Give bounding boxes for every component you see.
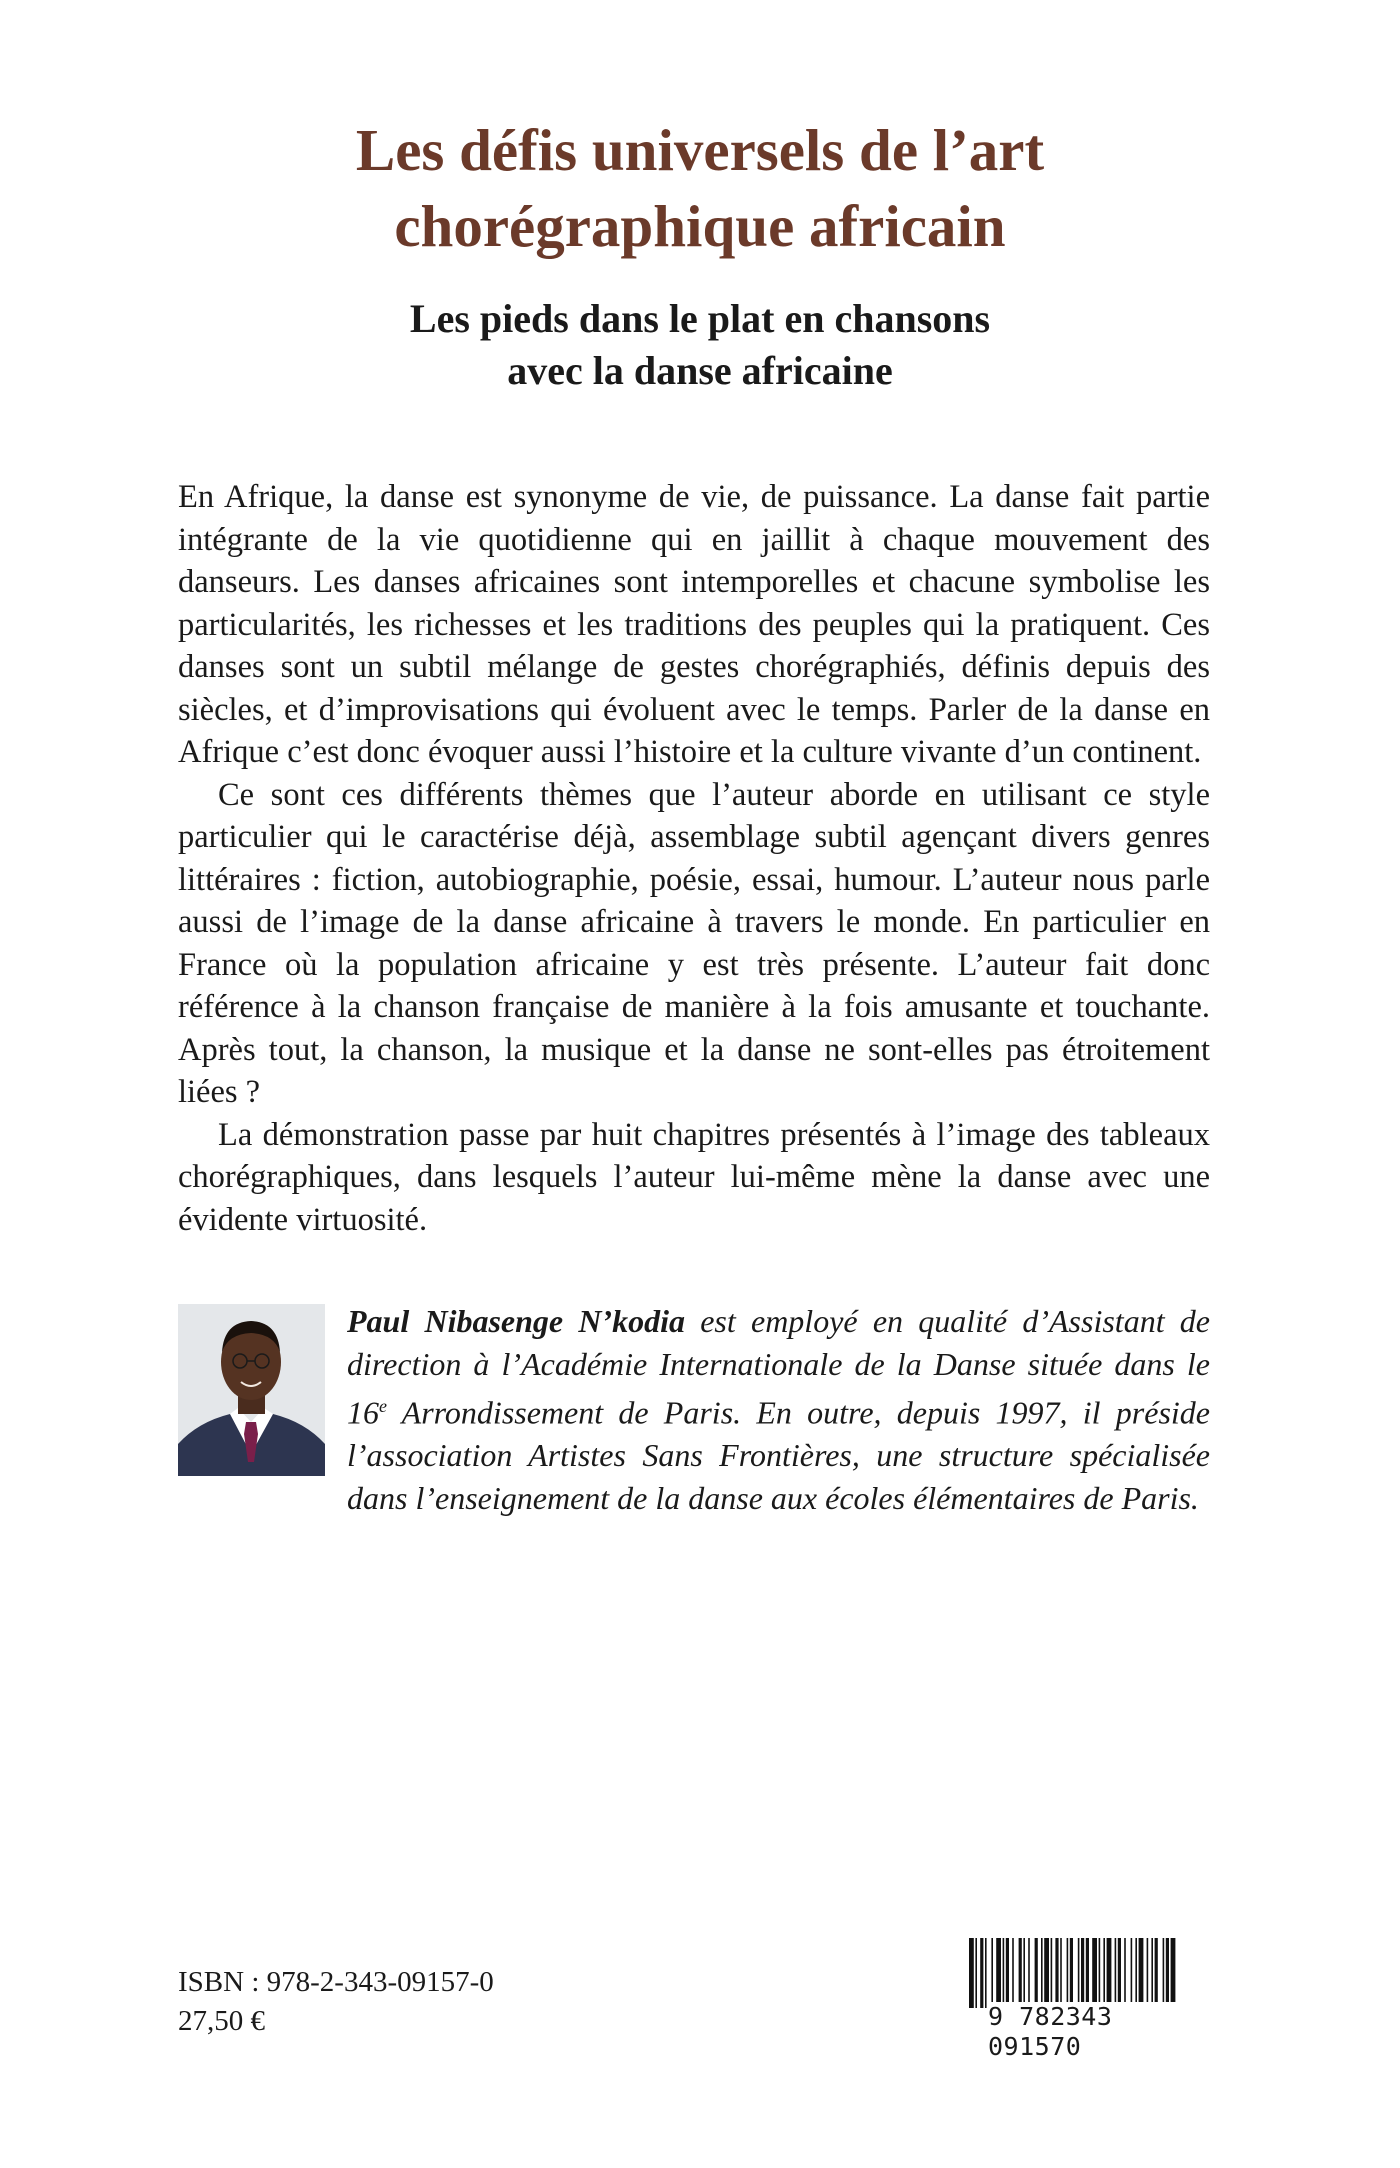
subtitle-line-1: Les pieds dans le plat en chansons	[409, 296, 991, 341]
barcode-bar	[1023, 1938, 1025, 2008]
barcode-bar	[1135, 1938, 1137, 2008]
barcode-bar	[1035, 1938, 1038, 2008]
barcode-bar	[975, 1938, 977, 2008]
barcode-bar	[1163, 1938, 1165, 2008]
barcode-bars	[967, 1938, 1225, 2008]
author-bio	[178, 1300, 1210, 1519]
barcode-bar	[1086, 1938, 1089, 2008]
barcode-bar	[1118, 1938, 1121, 2008]
barcode-bar	[1151, 1938, 1153, 2008]
author-name: Paul Nibasenge N’kodia	[347, 1303, 685, 1339]
barcode-bar	[1003, 1938, 1005, 2008]
barcode-bar	[1099, 1938, 1101, 2008]
barcode-bar	[1171, 1938, 1176, 2008]
subtitle-line-2: avec la danse africaine	[507, 348, 893, 393]
blurb-paragraph-1: En Afrique, la danse est synonyme de vie, de puissance. La danse fait partie intégrante de la vie quotidienne qui en jaillit à chaque mouvement des danseurs. Les danses africaines sont intemporelles et chacune symbolise les particularités, les richesses et les traditions des peuples qui la pratiquent. Ces danses sont un subtil mélange de gestes chorégraphiés, définis depuis des siècles, et d’improvisations qui évoluent avec le temps. Parler de la danse en Afrique c’est donc évoquer aussi l’histoire et la culture vivante d’un continent.	[178, 479, 1210, 770]
book-subtitle	[0, 293, 1400, 397]
barcode-bar	[1028, 1938, 1030, 2008]
barcode-bar	[1107, 1938, 1112, 2008]
barcode-bar	[1044, 1938, 1049, 2008]
book-title	[0, 112, 1400, 264]
barcode-bar	[1124, 1938, 1126, 2008]
barcode-bar	[1147, 1938, 1149, 2008]
blurb-paragraph-3: La démonstration passe par huit chapitres présentés à l’image des tableaux chorégraphiques, dans lesquels l’auteur lui-même mène la danse avec une évidente virtuosité.	[178, 1116, 1210, 1238]
bio-paragraph	[178, 1300, 1210, 1519]
bio-text-b: Arrondissement de Paris. En outre, depuis 1997, il préside l’association Artistes Sans Frontières, une structure spécialisée dans l’enseignement de la danse aux écoles élémentaires de Paris.	[347, 1394, 1210, 1516]
barcode-bar	[1060, 1938, 1062, 2008]
barcode-bar	[1155, 1938, 1158, 2008]
barcode-bar	[980, 1938, 983, 2008]
barcode-bar	[991, 1938, 993, 2008]
barcode-bar	[1131, 1938, 1133, 2008]
barcode-bar	[1041, 1938, 1043, 2008]
barcode-bar	[1070, 1938, 1073, 2008]
barcode-digits: 9 782343 091570	[988, 2002, 1218, 2062]
barcode-bar	[969, 1938, 974, 2008]
bio-text-a: est employé en qualité d’Assistant de direction à l’Académie Internationale de la Danse située dans le 16	[347, 1303, 1211, 1431]
barcode-bar	[1081, 1938, 1084, 2008]
barcode-bar	[985, 1938, 987, 2008]
blurb-paragraph-2: Ce sont ces différents thèmes que l’auteur aborde en utilisant ce style particulier qui le caractérise déjà, assemblage subtil agençant divers genres littéraires : fiction, autobiographie, poésie, essai, humour. L’auteur nous parle aussi de l’image de la danse africaine à travers le monde. En particulier en France où la population africaine y est très présente. L’auteur fait donc référence à la chanson française de manière à la fois amusante et touchante. Après tout, la chanson, la musique et la danse ne sont-elles pas étroitement liées ?	[178, 776, 1210, 1110]
barcode-bar	[996, 1938, 1001, 2008]
barcode-bar	[1055, 1938, 1058, 2008]
barcode-bar	[1166, 1938, 1169, 2008]
barcode-bar	[1051, 1938, 1053, 2008]
barcode-bar	[1019, 1938, 1022, 2008]
author-portrait-image	[178, 1304, 325, 1476]
isbn-label: ISBN : 978-2-343-09157-0	[178, 1966, 494, 1998]
barcode-bar	[1092, 1938, 1097, 2008]
barcode-bar	[1012, 1938, 1014, 2008]
bio-ordinal: e	[379, 1396, 387, 1416]
author-photo	[178, 1304, 325, 1476]
title-line-1: Les défis universels de l’art	[355, 117, 1045, 183]
title-line-2: chorégraphique africain	[394, 193, 1006, 259]
barcode-bar	[1078, 1938, 1080, 2008]
back-cover-blurb	[178, 476, 1210, 1241]
barcode-bar	[1067, 1938, 1069, 2008]
barcode-bar	[1139, 1938, 1144, 2008]
barcode-bar	[1006, 1938, 1009, 2008]
price-label: 27,50 €	[178, 2005, 265, 2037]
barcode-bar	[1103, 1938, 1105, 2008]
barcode-bar	[1115, 1938, 1117, 2008]
